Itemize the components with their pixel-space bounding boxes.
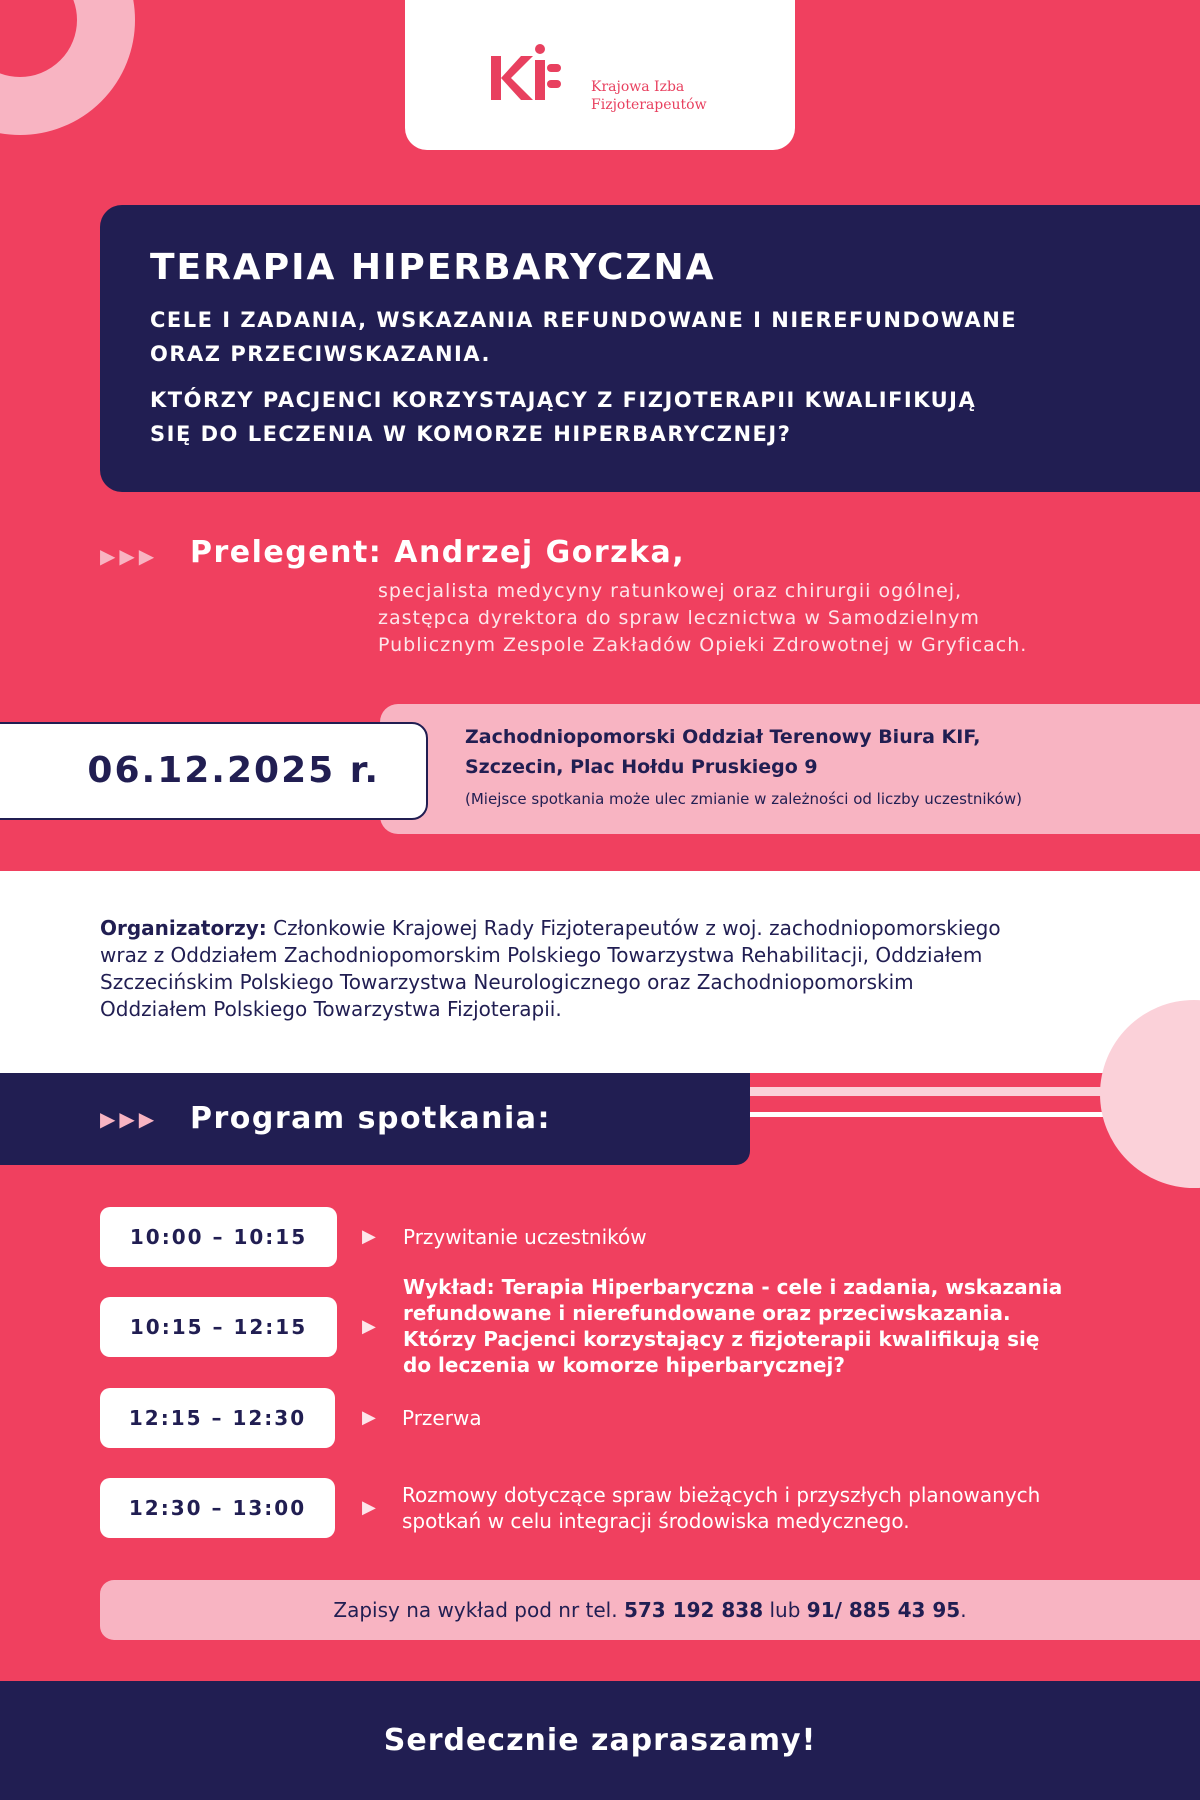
triangle-icon: ▶ [362,1316,376,1337]
program-header [0,1073,750,1165]
triangle-icon: ▶ [362,1226,376,1247]
logo-card [405,0,795,150]
program-item-1 [403,1224,647,1250]
date-box [0,722,428,820]
program-item-3 [402,1405,482,1431]
program-item-4-line-2: spotkań w celu integracji środowiska medycznego. [402,1509,910,1533]
registration-middle: lub [763,1598,807,1622]
speaker-name: Prelegent: Andrzej Gorzka, [190,535,686,570]
subtitle-line-3: KTÓRZY PACJENCI KORZYSTAJĄCY Z FIZJOTERAPII KWALIFIKUJĄ [150,388,977,412]
triangle-icon: ▶ [362,1407,376,1428]
phone-number-2: 91/ 885 43 95 [806,1598,961,1622]
logo-line-1: Krajowa Izba [591,79,685,95]
title-subtitle [150,303,1130,451]
arrows-icon: ▶▶▶ [100,544,159,568]
organizers-line-3: Szczecińskim Polskiego Towarzystwa Neurologicznego oraz Zachodniopomorskim [100,970,914,994]
page-title: TERAPIA HIPERBARYCZNA [150,247,716,288]
speaker-desc-line-1: specjalista medycyny ratunkowej oraz chirurgii ogólnej, [378,580,963,602]
subtitle-line-4: SIĘ DO LECZENIA W KOMORZE HIPERBARYCZNEJ? [150,422,792,446]
time-slot-4: 12:30 – 13:00 [100,1478,335,1538]
program-item-1-line: Przywitanie uczestników [403,1225,647,1249]
organizers-line-4: Oddziałem Polskiego Towarzystwa Fizjoterapii. [100,997,562,1021]
kif-logo-icon [491,42,561,112]
footer-text: Serdecznie zapraszamy! [383,1723,817,1758]
program-item-2-line-2: refundowane i nierefundowane oraz przeciwskazania. [403,1301,1011,1325]
program-item-2-line-3: Którzy Pacjenci korzystający z fizjoterapii kwalifikują się [403,1327,1040,1351]
time-slot-2: 10:15 – 12:15 [100,1297,337,1357]
decorative-line [750,1087,1110,1096]
program-item-2-line-1: Wykład: Terapia Hiperbaryczna - cele i zadania, wskazania [403,1275,1063,1299]
speaker-desc-line-3: Publicznym Zespole Zakładów Opieki Zdrowotnej w Gryficach. [378,634,1028,656]
time-slot-1: 10:00 – 10:15 [100,1207,337,1267]
title-box [100,205,1200,492]
subtitle-line-1: CELE I ZADANIA, WSKAZANIA REFUNDOWANE I NIEREFUNDOWANE [150,308,1018,332]
subtitle-line-2: ORAZ PRZECIWSKAZANIA. [150,342,491,366]
speaker-desc-line-2: zastępca dyrektora do spraw lecznictwa w Samodzielnym [378,607,980,629]
program-item-2 [403,1274,1193,1378]
location-box [380,704,1200,834]
time-slot-3: 12:15 – 12:30 [100,1388,335,1448]
organizers-section [0,871,1200,1073]
logo-line-2: Fizjoterapeutów [591,97,707,113]
program-item-4 [402,1482,1192,1534]
organizers-line-1: Członkowie Krajowej Rady Fizjoterapeutów z woj. zachodniopomorskiego [266,916,1001,940]
registration-suffix: . [960,1598,967,1622]
organizers-label: Organizatorzy: [100,916,267,940]
program-title: Program spotkania: [190,1101,551,1136]
decorative-line-white [750,1112,1110,1117]
program-item-4-line-1: Rozmowy dotyczące spraw bieżących i przyszłych planowanych [402,1483,1041,1507]
footer [0,1681,1200,1800]
arrows-icon: ▶▶▶ [100,1107,159,1131]
program-item-2-line-4: do leczenia w komorze hiperbarycznej? [403,1353,845,1377]
registration-bar [100,1580,1200,1640]
triangle-icon: ▶ [362,1497,376,1518]
logo-text [591,78,707,114]
event-date: 06.12.2025 r. [87,750,380,791]
program-item-3-line: Przerwa [402,1406,482,1430]
location-line-1: Zachodniopomorski Oddział Terenowy Biura KIF, [465,726,981,748]
location-line-2: Szczecin, Plac Hołdu Pruskiego 9 [465,756,818,778]
speaker-description [378,578,1178,659]
phone-number-1: 573 192 838 [623,1598,764,1622]
decorative-ring [0,0,135,135]
location-note: (Miejsce spotkania może ulec zmianie w zależności od liczby uczestników) [465,790,1022,808]
registration-prefix: Zapisy na wykład pod nr tel. [333,1598,624,1622]
organizers-line-2: wraz z Oddziałem Zachodniopomorskim Polskiego Towarzystwa Rehabilitacji, Oddziałem [100,943,983,967]
organizers-text [100,915,1080,1023]
